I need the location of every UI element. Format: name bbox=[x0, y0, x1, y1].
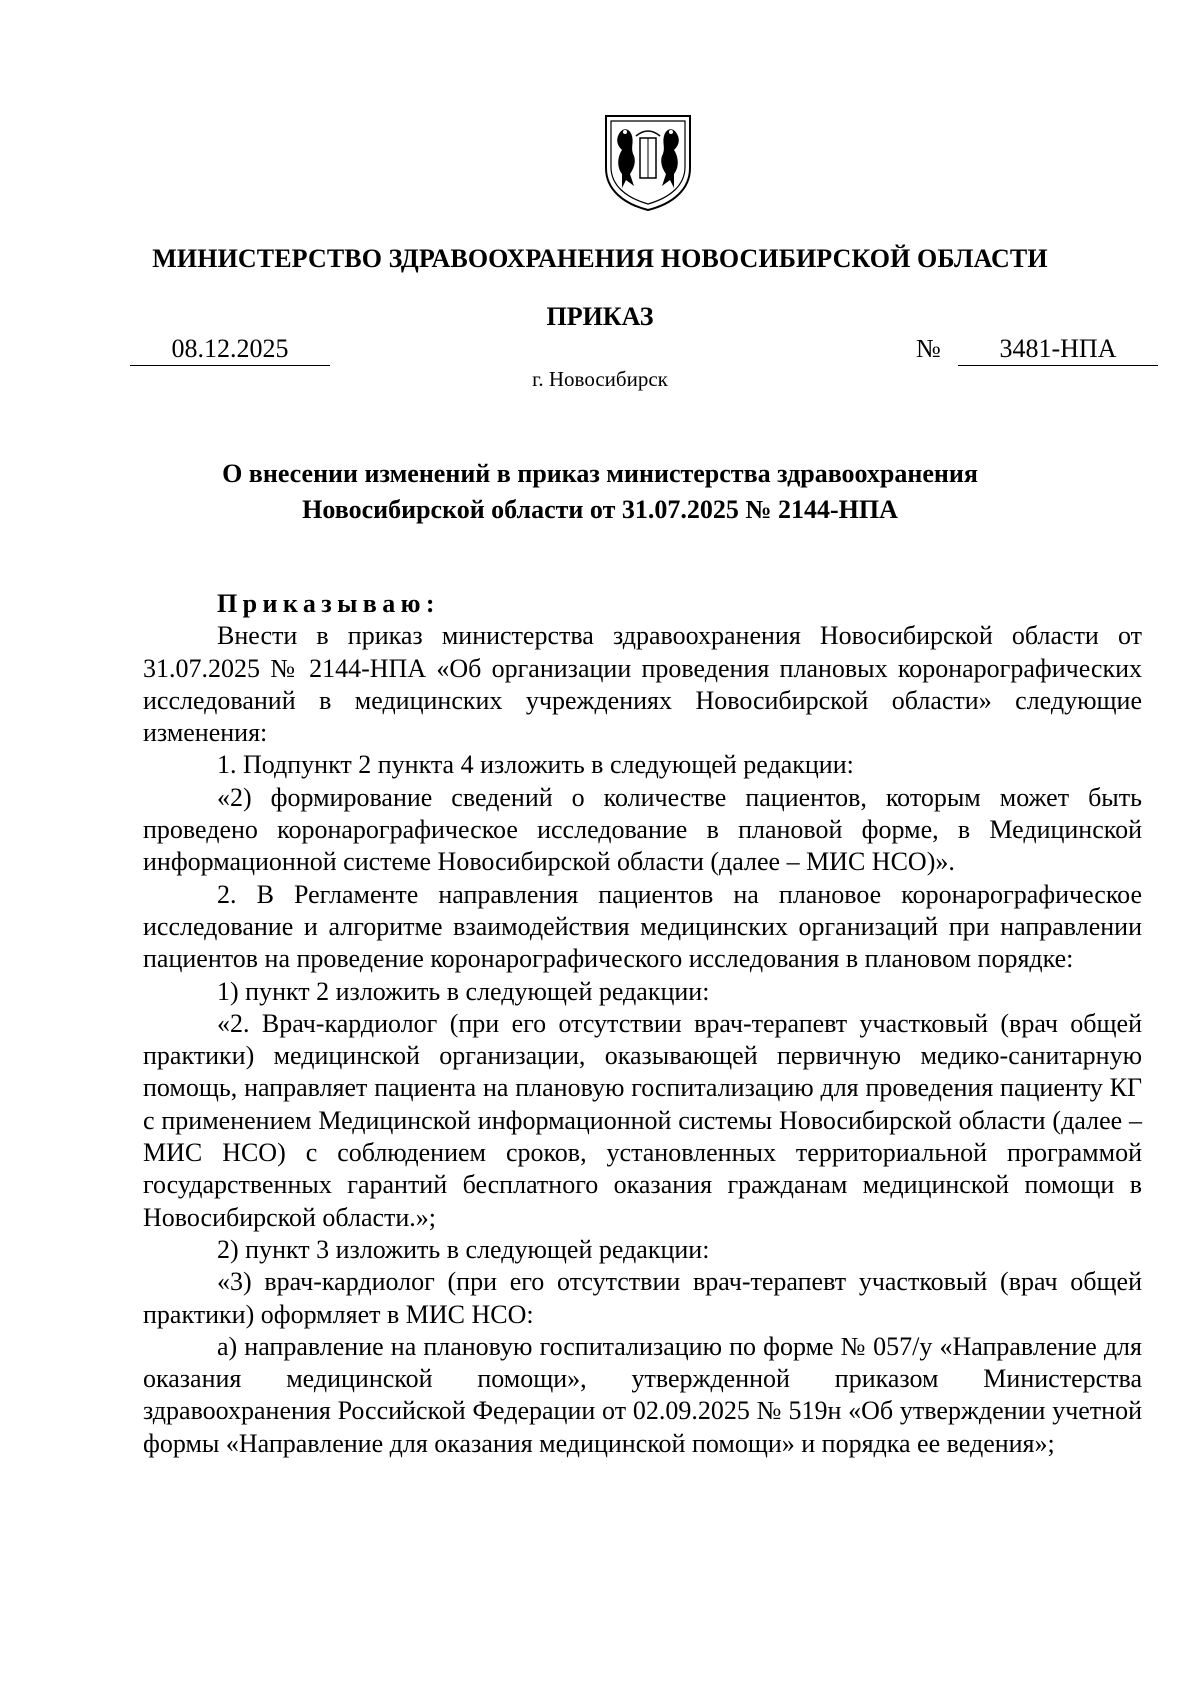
paragraph-item-1-text: «2) формирование сведений о количестве пациентов, которым может быть проведено коронарографическое исследование в плановой форме, в Медицинской информационной системе Новосибирской области (далее – МИС НСО)». bbox=[143, 782, 1142, 877]
paragraph-item-1: 1. Подпункт 2 пункта 4 изложить в следующей редакции: bbox=[217, 750, 854, 780]
order-body bbox=[143, 588, 1142, 1460]
paragraph-item-2: 2. В Регламенте направления пациентов на плановое коронарографическое исследование и алгоритме взаимодействия медицинских организаций при направлении пациентов на проведение коронарографического исследования в плановом порядке: bbox=[143, 879, 1142, 974]
paragraph-subitem-1-text: «2. Врач-кардиолог (при его отсутствии врач-терапевт участковый (врач общей практики) медицинской организации, оказывающей первичную медико-санитарную помощь, направляет пациента на плановую госпитализацию для проведения пациенту КГ с применением Медицинской информационной системы Новосибирской области (далее – МИС НСО) с соблюдением сроков, установленных территориальной программой государственных гарантий бесплатного оказания гражданам медицинской помощи в Новосибирской области.»; bbox=[143, 1008, 1142, 1232]
city: г. Новосибирск bbox=[532, 367, 668, 391]
subject-line-2: Новосибирской области от 31.07.2025 № 2144-НПА bbox=[302, 495, 898, 524]
paragraph-subitem-2: 2) пункт 3 изложить в следующей редакции: bbox=[217, 1234, 710, 1264]
order-subject bbox=[170, 456, 1030, 528]
decree-word: Приказываю: bbox=[217, 589, 440, 618]
coat-of-arms-emblem bbox=[600, 108, 696, 212]
paragraph-subitem-2a: а) направление на плановую госпитализацию по форме № 057/у «Направление для оказания медицинской помощи», утвержденной приказом Министерства здравоохранения Российской Федерации от 02.09.2025 № 519н «Об утверждении учетной формы «Направление для оказания медицинской помощи» и порядка ее ведения»; bbox=[143, 1331, 1142, 1458]
order-date: 08.12.2025 bbox=[130, 334, 330, 366]
paragraph-intro: Внести в приказ министерства здравоохранения Новосибирской области от 31.07.2025 № 2144-НПА «Об организации проведения плановых коронарографических исследований в медицинских учреждениях Новосибирской области» следующие изменения: bbox=[143, 621, 1142, 748]
order-number: 3481-НПА bbox=[958, 334, 1158, 366]
paragraph-subitem-2-text: «3) врач-кардиолог (при его отсутствии врач-терапевт участковый (врач общей практики) оформляет в МИС НСО: bbox=[143, 1267, 1142, 1329]
subject-line-1: О внесении изменений в приказ министерства здравоохранения bbox=[222, 459, 978, 488]
document-type: ПРИКАЗ bbox=[546, 302, 654, 331]
paragraph-subitem-1: 1) пункт 2 изложить в следующей редакции: bbox=[217, 976, 710, 1006]
number-sign: № bbox=[916, 334, 941, 363]
ministry-title: МИНИСТЕРСТВО ЗДРАВООХРАНЕНИЯ НОВОСИБИРСКОЙ ОБЛАСТИ bbox=[152, 244, 1048, 273]
